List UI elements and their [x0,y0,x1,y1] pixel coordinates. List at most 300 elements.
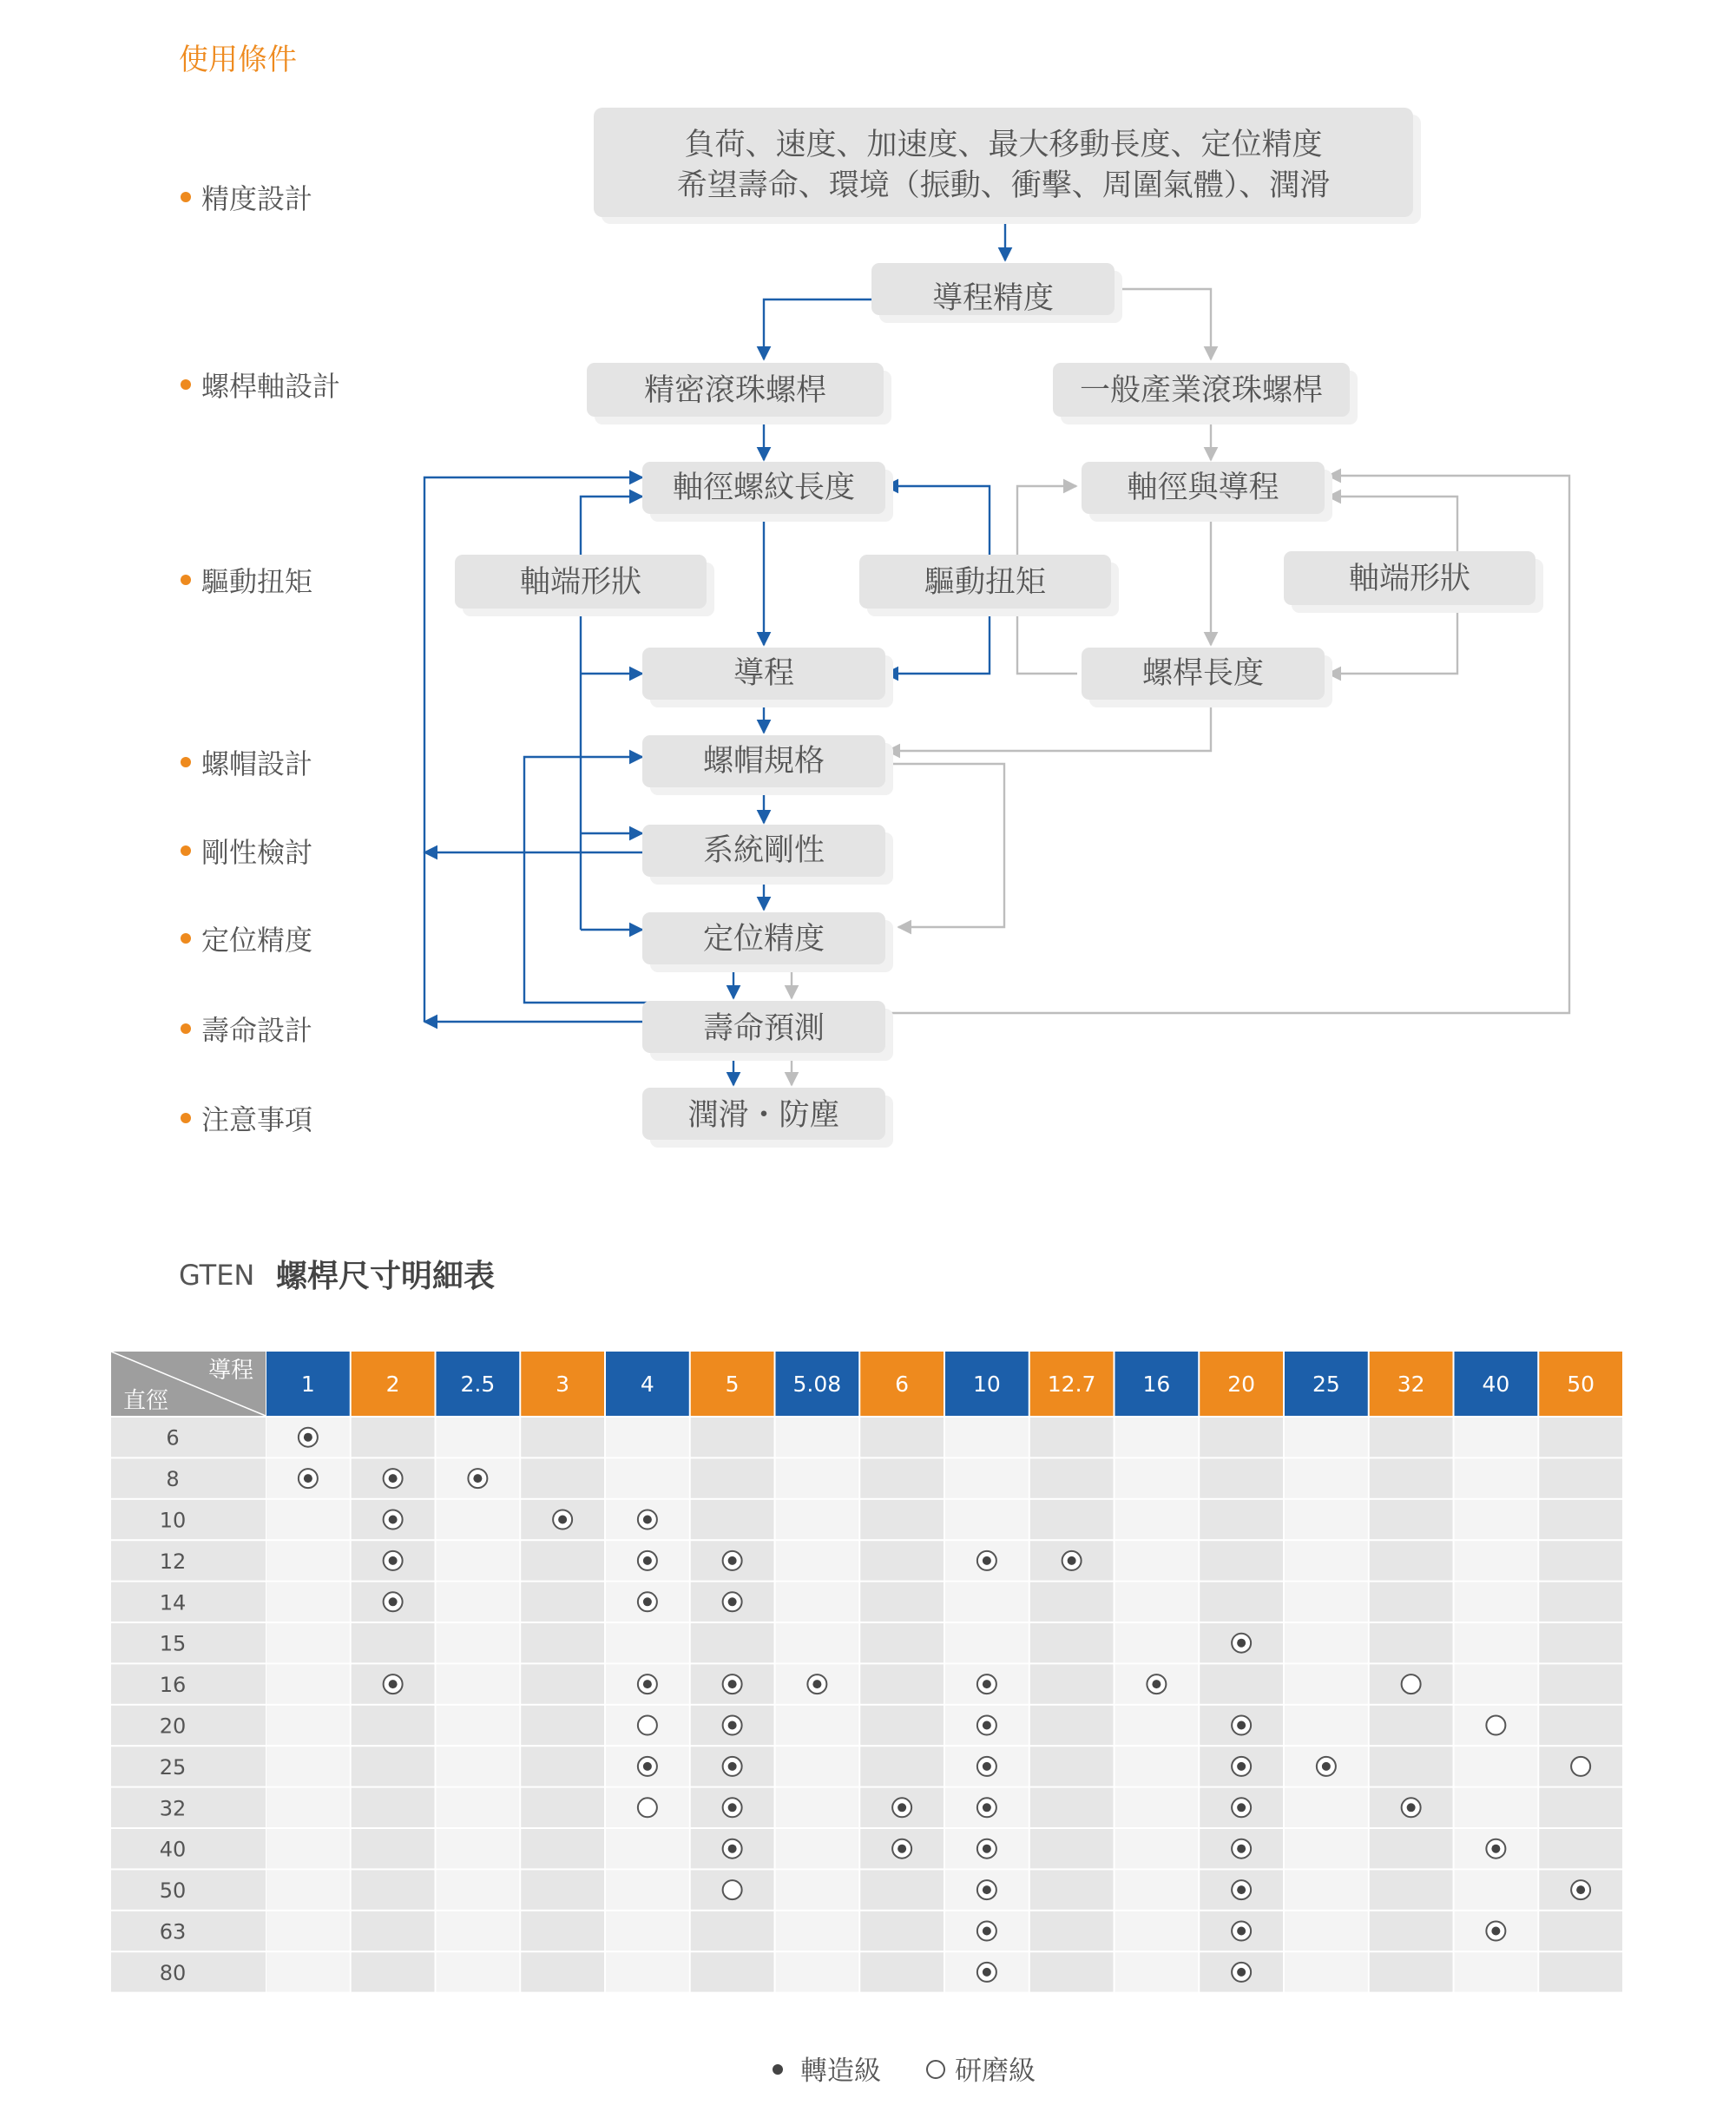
lead-header-label: 5 [725,1372,740,1397]
dot-circle-icon [1232,1716,1251,1735]
lead-header-label: 10 [972,1372,1001,1397]
box-label: 精密滾珠螺桿 [643,373,827,408]
table-cell [1115,1706,1199,1745]
table-cell [1030,1500,1114,1539]
flow-box-precision-screw [587,363,891,424]
flow-box-lubrication [642,1088,893,1148]
flow-boxes [455,108,1543,1148]
table-cell [945,1418,1029,1457]
table-cell [521,1911,604,1951]
table-cell [1030,1664,1114,1703]
table-cell [1370,1952,1453,1991]
stage-item [181,370,340,403]
table-cell [266,1829,350,1868]
table-cell [606,1829,689,1868]
stage-label: 定位精度 [201,924,313,957]
table-cell [1455,1664,1538,1703]
dot-circle-icon [723,1592,742,1611]
section-title-conditions: 使用條件 [179,43,297,77]
screw-size-table [111,1352,1622,1992]
lead-header-cell [1539,1352,1622,1416]
table-cell [437,1952,520,1991]
table-cell [1030,1911,1114,1951]
table-cell [1539,1418,1622,1457]
flow-box-life-prediction [642,1001,893,1061]
table-cell [1115,1829,1199,1868]
table-cell [1115,1541,1199,1580]
row-diameter-label: 80 [159,1960,187,1985]
table-cell [945,1623,1029,1662]
dot-circle-icon [384,1510,403,1530]
table-cell [1030,1747,1114,1786]
dot-circle-icon [384,1551,403,1570]
table-cell [776,1623,859,1662]
box-label: 驅動扭矩 [924,565,1047,600]
dot-circle-icon [723,1798,742,1817]
table-cell [521,1870,604,1909]
ring-icon [1486,1716,1505,1735]
dot-circle-icon [723,1674,742,1694]
table-row [111,1541,1622,1580]
table-cell [1455,1870,1538,1909]
table-row [111,1952,1622,1991]
flow-box-conditions [594,108,1421,224]
row-diameter-label: 6 [166,1425,180,1451]
table-cell [860,1747,944,1786]
table-row [111,1664,1622,1703]
flow-box-positioning [642,912,893,972]
dot-circle-icon [638,1674,657,1694]
dot-circle-icon [1232,1880,1251,1899]
dot-circle-icon [638,1757,657,1776]
table-cell [266,1870,350,1909]
table-cell [860,1664,944,1703]
table-cell [521,1418,604,1457]
table-row [111,1706,1622,1745]
table-row [111,1788,1622,1827]
table-cell [521,1829,604,1868]
table-cell [1030,1870,1114,1909]
table-cell [521,1458,604,1497]
lead-header-cell [1030,1352,1114,1416]
table-cell [1030,1582,1114,1622]
table-cell [1285,1664,1368,1703]
table-cell [606,1418,689,1457]
dot-circle-icon [553,1510,572,1530]
row-diameter-label: 10 [159,1508,187,1533]
lead-header-label: 40 [1482,1372,1510,1397]
table-cell [352,1952,435,1991]
orange-dot-icon [181,1023,191,1034]
row-diameter-label: 40 [159,1837,187,1862]
stage-label: 剛性檢討 [201,836,313,869]
dot-circle-icon [977,1880,996,1899]
dot-circle-icon [892,1839,911,1859]
lead-header-cell [1115,1352,1199,1416]
dot-circle-icon [468,1469,487,1488]
ring-icon [638,1716,657,1735]
table-cell [1539,1664,1622,1703]
table-cell [521,1747,604,1786]
table-row [111,1500,1622,1539]
table-cell [352,1623,435,1662]
table-cell [1115,1582,1199,1622]
flow-box-general-screw [1053,363,1358,424]
table-cell [1285,1870,1368,1909]
table-cell [1539,1788,1622,1827]
table-cell [945,1500,1029,1539]
box-label: 一般產業滾珠螺桿 [1079,373,1324,408]
table-row [111,1623,1622,1662]
table-cell [1285,1500,1368,1539]
table-cell [606,1870,689,1909]
stage-item [181,1103,312,1136]
dot-circle-icon [1232,1634,1251,1653]
table-cell [1370,1541,1453,1580]
row-diameter-label: 12 [159,1549,187,1574]
box-label: 軸端形狀 [1348,562,1471,596]
stage-label: 驅動扭矩 [201,565,313,598]
dot-circle-icon [723,1839,742,1859]
table-cell [437,1706,520,1745]
box-label: 導程 [733,656,795,691]
box-label: 定位精度 [702,922,825,957]
table-cell [266,1952,350,1991]
box-label: 系統剛性 [702,833,825,868]
table-cell [945,1582,1029,1622]
table-cell [1030,1418,1114,1457]
flow-box-dia-and-lead [1082,462,1332,522]
dot-circle-icon [1232,1757,1251,1776]
flow-box-screw-length [1082,648,1332,707]
table-cell [1200,1500,1283,1539]
lead-header-label: 5.08 [792,1372,842,1397]
row-diameter-label: 15 [159,1631,187,1656]
table-cell [1285,1788,1368,1827]
table-cell [1285,1623,1368,1662]
table-cell [606,1911,689,1951]
table-cell [1370,1500,1453,1539]
legend-rolled-label: 轉造級 [800,2056,881,2087]
table-cell [1285,1911,1368,1951]
box-label: 螺桿長度 [1141,656,1265,691]
dot-circle-icon [638,1551,657,1570]
table-cell [860,1418,944,1457]
lead-header-label: 1 [300,1372,315,1397]
lead-header-cell [860,1352,944,1416]
lead-header-cell [1285,1352,1368,1416]
table-cell [437,1747,520,1786]
dot-circle-icon [892,1798,911,1817]
table-cell [266,1541,350,1580]
table-cell [521,1541,604,1580]
ring-icon [638,1798,657,1817]
table-cell [266,1747,350,1786]
orange-dot-icon [181,575,191,585]
table-cell [1370,1829,1453,1868]
table-cell [691,1500,774,1539]
lead-header-cell [437,1352,520,1416]
table-cell [1539,1541,1622,1580]
dot-circle-icon [299,1469,318,1488]
dot-circle-icon [723,1716,742,1735]
row-diameter-label: 20 [159,1714,187,1739]
stage-item [181,747,312,780]
table-cell [1539,1952,1622,1991]
table-cell [1030,1706,1114,1745]
row-diameter-label: 63 [159,1919,187,1944]
dot-circle-icon [1232,1798,1251,1817]
table-cell [1285,1952,1368,1991]
table-cell [606,1458,689,1497]
table-cell [437,1582,520,1622]
table-cell [860,1541,944,1580]
table-cell [521,1582,604,1622]
table-cell [776,1418,859,1457]
dot-circle-icon [723,1551,742,1570]
stage-list [181,182,340,1136]
dot-circle-icon [1317,1757,1336,1776]
conditions-line-2: 希望壽命、環境（振動、衝擊、周圍氣體）、潤滑 [676,168,1331,203]
table-cell [266,1623,350,1662]
table-cell [1030,1788,1114,1827]
row-diameter-label: 50 [159,1878,187,1904]
table-cell [437,1500,520,1539]
table-cell [521,1664,604,1703]
table-corner-cell [111,1352,266,1416]
stage-item [181,836,312,869]
table-cell [1370,1418,1453,1457]
lead-header-cell [945,1352,1029,1416]
table-cell [1030,1952,1114,1991]
dot-circle-icon [1486,1922,1505,1941]
table-cell [776,1582,859,1622]
table-cell [1370,1911,1453,1951]
dot-circle-icon [977,1674,996,1694]
dot-circle-icon [807,1674,826,1694]
dot-circle-icon [1486,1839,1505,1859]
section-title-prefix: GTEN [179,1259,255,1292]
table-cell [1370,1458,1453,1497]
table-cell [1539,1706,1622,1745]
table-cell [1115,1458,1199,1497]
table-cell [266,1706,350,1745]
row-diameter-label: 8 [166,1467,180,1492]
table-cell [437,1870,520,1909]
table-cell [776,1870,859,1909]
flow-box-drive-torque [859,555,1119,616]
corner-diameter-label: 直徑 [123,1388,169,1414]
box-label: 潤滑・防塵 [687,1098,840,1133]
table-row [111,1418,1622,1457]
dot-circle-icon [977,1922,996,1941]
table-cell [860,1623,944,1662]
table-cell [1115,1952,1199,1991]
table-cell [860,1582,944,1622]
filled-dot-icon [773,2064,783,2075]
table-cell [1370,1623,1453,1662]
lead-header-label: 32 [1397,1372,1425,1397]
table-cell [1455,1623,1538,1662]
table-cell [352,1870,435,1909]
table-row [111,1870,1622,1909]
dot-circle-icon [1232,1963,1251,1982]
table-cell [606,1623,689,1662]
lead-header-label: 6 [895,1372,910,1397]
table-cell [1539,1458,1622,1497]
orange-dot-icon [181,757,191,767]
dot-circle-icon [384,1469,403,1488]
table-cell [521,1706,604,1745]
table-cell [776,1541,859,1580]
table-cell [1455,1458,1538,1497]
table-cell [691,1952,774,1991]
lead-header-label: 3 [556,1372,570,1397]
table-cell [776,1458,859,1497]
table-cell [1370,1706,1453,1745]
table-cell [437,1788,520,1827]
table-cell [1455,1747,1538,1786]
lead-header-cell [352,1352,435,1416]
lead-header-cell [691,1352,774,1416]
table-cell [1115,1870,1199,1909]
corner-lead-label: 導程 [207,1358,253,1384]
table-cell [1285,1706,1368,1745]
dot-circle-icon [1571,1880,1590,1899]
connector-lines [424,224,1569,1085]
lead-header-cell [1200,1352,1283,1416]
table-cell [860,1706,944,1745]
dot-circle-icon [1062,1551,1082,1570]
table-cell [1115,1623,1199,1662]
table-cell [1370,1582,1453,1622]
ring-icon [1402,1674,1421,1694]
table-row [111,1582,1622,1622]
table-cell [266,1911,350,1951]
lead-header-label: 50 [1567,1372,1595,1397]
table-cell [1455,1418,1538,1457]
lead-header-cell [776,1352,859,1416]
dot-circle-icon [977,1963,996,1982]
table-cell [776,1952,859,1991]
table-cell [860,1500,944,1539]
flow-box-system-rigidity [642,825,893,885]
dot-circle-icon [977,1551,996,1570]
row-diameter-label: 14 [159,1590,187,1615]
table-cell [1455,1788,1538,1827]
table-cell [1539,1623,1622,1662]
table-cell [1285,1582,1368,1622]
table-row [111,1458,1622,1497]
table-cell [352,1747,435,1786]
box-label: 導程精度 [931,281,1055,316]
dot-circle-icon [1232,1839,1251,1859]
table-cell [1455,1541,1538,1580]
stage-label: 螺桿軸設計 [201,370,341,403]
table-cell [860,1911,944,1951]
stage-item [181,182,312,215]
row-diameter-label: 25 [159,1754,187,1780]
orange-dot-icon [181,379,191,390]
table-cell [1115,1500,1199,1539]
lead-header-label: 16 [1142,1372,1171,1397]
dot-circle-icon [1402,1798,1421,1817]
lead-header-label: 2.5 [460,1372,496,1397]
table-cell [860,1952,944,1991]
table-cell [860,1458,944,1497]
stage-label: 螺帽設計 [201,747,313,780]
table-cell [521,1623,604,1662]
dot-circle-icon [723,1757,742,1776]
table-cell [437,1829,520,1868]
table-cell [266,1582,350,1622]
flow-box-end-shape-left [455,555,714,616]
flow-box-lead [642,648,893,707]
stage-item [181,924,312,957]
flow-box-lead-accuracy [871,263,1122,323]
ring-icon [1571,1757,1590,1776]
table-cell [1115,1788,1199,1827]
stage-item [181,565,312,598]
table-cell [1115,1747,1199,1786]
orange-dot-icon [181,933,191,944]
lead-header-cell [266,1352,350,1416]
table-cell [860,1870,944,1909]
table-cell [691,1458,774,1497]
table-cell [1030,1829,1114,1868]
table-cell [352,1911,435,1951]
section-title-main: 螺桿尺寸明細表 [276,1259,496,1294]
table-cell [1200,1418,1283,1457]
table-cell [352,1829,435,1868]
table-cell [266,1500,350,1539]
table-cell [1455,1582,1538,1622]
table-cell [437,1664,520,1703]
box-label: 軸端形狀 [519,565,642,600]
lead-header-cell [606,1352,689,1416]
table-cell [1115,1418,1199,1457]
lead-header-cell [1370,1352,1453,1416]
legend-ground-label: 研磨級 [955,2056,1036,2087]
row-diameter-label: 32 [159,1796,187,1821]
table-cell [1115,1911,1199,1951]
dot-circle-icon [1147,1674,1166,1694]
dot-circle-icon [384,1592,403,1611]
table-cell [1455,1500,1538,1539]
stage-label: 壽命設計 [201,1014,313,1047]
table-cell [691,1623,774,1662]
table-cell [1539,1500,1622,1539]
dot-circle-icon [1232,1922,1251,1941]
table-row [111,1829,1622,1868]
table-cell [1455,1952,1538,1991]
table-cell [437,1623,520,1662]
table-cell [266,1788,350,1827]
table-cell [437,1418,520,1457]
table-cell [691,1418,774,1457]
table-row [111,1911,1622,1951]
box-label: 軸徑螺紋長度 [672,470,856,505]
table-cell [1030,1623,1114,1662]
box-label: 壽命預測 [702,1011,825,1046]
lead-header-label: 2 [385,1372,400,1397]
orange-dot-icon [181,845,191,856]
stage-label: 精度設計 [201,182,313,215]
table-cell [1030,1458,1114,1497]
table-row [111,1747,1622,1786]
dot-circle-icon [977,1757,996,1776]
legend [773,2056,1036,2087]
